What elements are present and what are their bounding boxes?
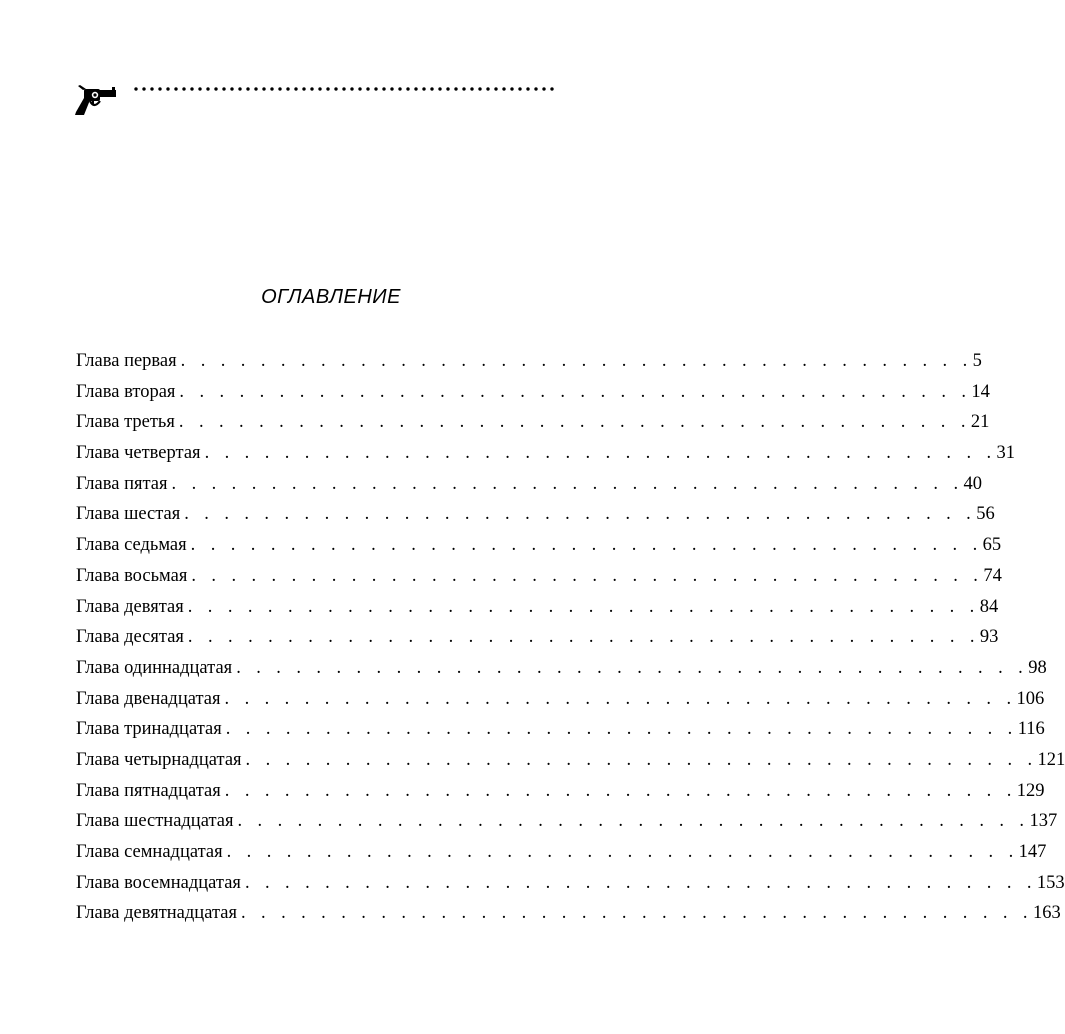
toc-entry-page: 31 (996, 443, 1016, 464)
toc-dot-leader: . . . . . . . . . . . . . . . . . . . . . . . . . . . . . . . . . . . . . . . . (180, 351, 973, 371)
toc-entry-page: 14 (971, 381, 990, 402)
page-title: ОГЛАВЛЕНИЕ (261, 286, 401, 308)
toc-dot-leader: . . . . . . . . . . . . . . . . . . . . . . . . . . . . . . . . . . . . . . . . (204, 443, 997, 464)
toc-entry-page: 129 (1016, 780, 1045, 801)
toc-entry-page: 116 (1017, 719, 1045, 740)
toc-dot-leader: . . . . . . . . . . . . . . . . . . . . . . . . . . . . . . . . . . . . . . . . (224, 780, 1017, 801)
toc-entry-page: 56 (976, 504, 995, 525)
toc-entry[interactable] (76, 377, 990, 408)
header-ornament (74, 82, 560, 122)
toc-entry-page: 121 (1037, 749, 1065, 770)
toc-entry-label: Глава шестнадцатая (76, 811, 234, 832)
toc-dot-leader: . . . . . . . . . . . . . . . . . . . . . . . . . . . . . . . . . . . . . . . . (226, 842, 1019, 862)
toc-entry[interactable] (76, 407, 990, 438)
toc-entry[interactable] (76, 530, 1002, 561)
toc-entry-label: Глава тринадцатая (76, 719, 222, 740)
toc-entry-page: 153 (1036, 872, 1065, 893)
toc-entry-page: 5 (972, 351, 982, 371)
toc-entry-label: Глава пятая (76, 473, 168, 494)
toc-entry[interactable] (76, 346, 982, 377)
toc-entry-page: 137 (1029, 811, 1058, 832)
toc-entry[interactable] (76, 653, 1047, 684)
toc-dot-leader: . . . . . . . . . . . . . . . . . . . . . . . . . . . . . . . . . . . . . . . . (245, 749, 1038, 770)
toc-dot-leader: . . . . . . . . . . . . . . . . . . . . . . . . . . . . . . . . . . . . . . . . (244, 872, 1037, 893)
toc-entry[interactable] (76, 714, 1045, 745)
toc-entry-label: Глава третья (76, 412, 175, 433)
toc-dot-leader: . . . . . . . . . . . . . . . . . . . . . . . . . . . . . . . . . . . . . . . . (224, 688, 1017, 709)
toc-entry[interactable] (76, 898, 1061, 929)
toc-entry-label: Глава семнадцатая (76, 842, 223, 862)
toc-entry-page: 163 (1032, 903, 1061, 924)
toc-dot-leader: . . . . . . . . . . . . . . . . . . . . . . . . . . . . . . . . . . . . . . . . (237, 811, 1030, 832)
toc-list (76, 346, 1065, 929)
toc-entry-label: Глава десятая (76, 627, 184, 648)
toc-dot-leader: . . . . . . . . . . . . . . . . . . . . . . . . . . . . . . . . . . . . . . . . (225, 719, 1018, 740)
toc-dot-leader: . . . . . . . . . . . . . . . . . . . . . . . . . . . . . . . . . . . . . . . . (184, 504, 977, 525)
toc-entry-label: Глава одиннадцатая (76, 657, 233, 678)
toc-dot-leader: . . . . . . . . . . . . . . . . . . . . . . . . . . . . . . . . . . . . . . . . (236, 657, 1029, 678)
toc-entry-label: Глава четвертая (76, 443, 201, 464)
toc-entry-page: 106 (1016, 688, 1045, 709)
toc-entry-page: 65 (982, 535, 1002, 556)
toc-entry-label: Глава девятая (76, 596, 184, 617)
toc-entry-label: Глава вторая (76, 381, 176, 402)
toc-entry-label: Глава седьмая (76, 535, 187, 556)
toc-entry[interactable] (76, 806, 1058, 837)
toc-dot-leader: . . . . . . . . . . . . . . . . . . . . . . . . . . . . . . . . . . . . . . . . (191, 565, 984, 586)
toc-entry[interactable] (76, 592, 999, 623)
toc-entry[interactable] (76, 776, 1045, 807)
toc-entry-page: 74 (983, 565, 1002, 586)
toc-dot-leader: . . . . . . . . . . . . . . . . . . . . . . . . . . . . . . . . . . . . . . . . (190, 535, 983, 556)
toc-entry-page: 21 (970, 412, 990, 433)
toc-entry-label: Глава восемнадцатая (76, 872, 241, 893)
toc-dot-leader: . . . . . . . . . . . . . . . . . . . . . . . . . . . . . . . . . . . . . . . . (187, 596, 980, 617)
toc-entry-label: Глава девятнадцатая (76, 903, 237, 924)
dotted-rule (132, 87, 556, 91)
toc-dot-leader: . . . . . . . . . . . . . . . . . . . . . . . . . . . . . . . . . . . . . . . . (240, 903, 1033, 924)
toc-entry-label: Глава четырнадцатая (76, 749, 242, 770)
toc-entry-label: Глава шестая (76, 504, 181, 525)
toc-entry-page: 40 (963, 473, 982, 494)
toc-entry-page: 147 (1018, 842, 1047, 862)
toc-dot-leader: . . . . . . . . . . . . . . . . . . . . . . . . . . . . . . . . . . . . . . . . (179, 381, 972, 402)
toc-dot-leader: . . . . . . . . . . . . . . . . . . . . . . . . . . . . . . . . . . . . . . . . (187, 627, 980, 648)
revolver-icon (74, 84, 118, 116)
toc-dot-leader: . . . . . . . . . . . . . . . . . . . . . . . . . . . . . . . . . . . . . . . . (178, 412, 971, 433)
toc-entry[interactable] (76, 868, 1065, 899)
toc-entry-page: 98 (1028, 657, 1047, 678)
toc-entry[interactable] (76, 438, 1016, 469)
toc-entry[interactable] (76, 745, 1065, 776)
toc-dot-leader: . . . . . . . . . . . . . . . . . . . . . . . . . . . . . . . . . . . . . . . . (171, 473, 964, 494)
toc-entry[interactable] (76, 469, 982, 500)
toc-entry[interactable] (76, 622, 999, 653)
toc-entry-label: Глава двенадцатая (76, 688, 221, 709)
toc-entry-label: Глава восьмая (76, 565, 188, 586)
toc-entry[interactable] (76, 499, 995, 530)
toc-entry-page: 84 (979, 596, 999, 617)
toc-entry-label: Глава пятнадцатая (76, 780, 221, 801)
toc-entry-page: 93 (979, 627, 999, 648)
toc-entry-label: Глава первая (76, 351, 177, 371)
toc-entry[interactable] (76, 684, 1045, 715)
toc-entry[interactable] (76, 837, 1047, 868)
toc-entry[interactable] (76, 561, 1002, 592)
